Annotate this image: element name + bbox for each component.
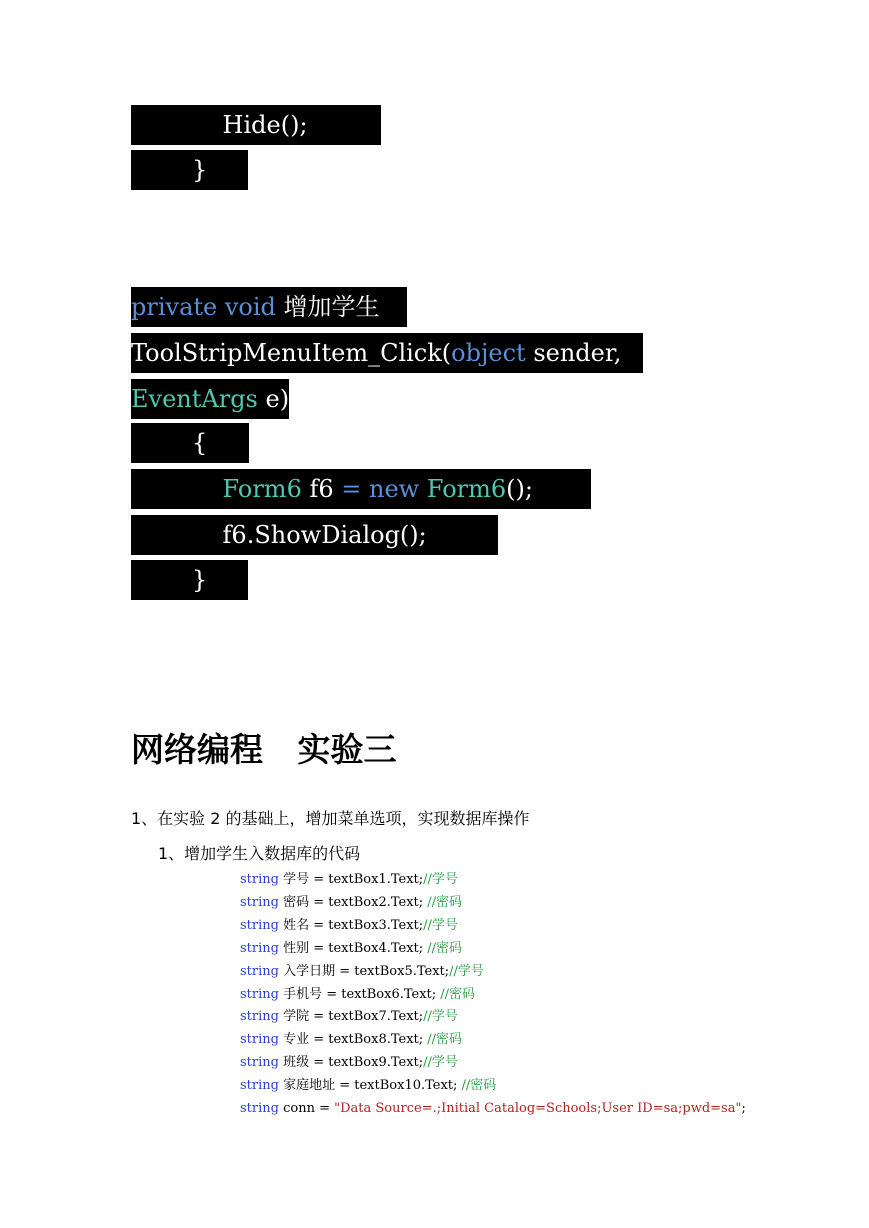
code-token: string [240,963,279,979]
code-token: //密码 [427,894,463,910]
dark-code-line [131,515,498,555]
code-token: { [131,429,208,457]
code-token: private void [131,293,276,321]
code-token: //学号 [423,1055,458,1071]
code-token: Form6 [222,475,302,503]
code-line [240,1098,746,1120]
code-token: string [240,1101,279,1116]
code-token: object [451,339,526,367]
code-token [131,475,223,503]
code-token: Hide(); [131,111,308,139]
code-token: EventArgs [131,385,258,413]
code-token: Form6 [426,475,507,503]
code-token: //密码 [440,986,476,1002]
code-line [240,984,475,1006]
code-token: string [240,917,279,933]
code-token: 专业 = textBox8.Text; [278,1032,428,1048]
code-line [240,892,462,914]
code-token: string [240,1032,279,1048]
code-token [361,475,369,503]
code-token: 手机号 = textBox6.Text; [278,986,441,1002]
code-token: //学号 [449,963,484,979]
page-heading: 网络编程 实验三 [131,730,397,769]
code-line [240,961,484,983]
paragraph-subtask: 1、增加学生入数据库的代码 [158,844,361,863]
dark-code-line [131,287,407,327]
code-token: f6.ShowDialog(); [131,521,427,549]
dark-code-line [131,150,248,190]
code-token: //学号 [423,1009,458,1025]
code-token: //学号 [423,917,458,933]
code-token: ToolStripMenuItem_Click( [131,339,452,367]
code-token: 家庭地址 = textBox10.Text; [278,1078,462,1094]
code-line [240,869,458,891]
dark-code-line [131,379,289,419]
code-token: (); [506,475,533,503]
code-token: e) [257,385,289,413]
code-token: //密码 [427,1032,463,1048]
code-token: 性别 = textBox4.Text; [278,940,428,956]
dark-code-line [131,105,381,145]
code-token: conn = [278,1101,335,1116]
dark-code-line [131,560,248,600]
code-token: //密码 [461,1078,497,1094]
code-line [240,938,462,960]
code-token: f6 [301,475,342,503]
code-token: //学号 [423,872,458,887]
code-token: 密码 = textBox2.Text; [278,894,428,910]
code-token: } [131,566,208,594]
dark-code-line [131,469,591,509]
code-token: sender, [525,339,622,367]
paragraph-task: 1、在实验 2 的基础上，增加菜单选项，实现数据库操作 [131,809,530,828]
code-line [240,915,458,937]
code-line [240,1075,496,1097]
code-token: 姓名 = textBox3.Text; [278,917,424,933]
code-token: 学号 = textBox1.Text; [278,872,424,887]
code-token: string [240,940,279,956]
code-line [240,1052,458,1074]
code-token: 班级 = textBox9.Text; [278,1055,424,1071]
dark-code-line [131,423,249,463]
code-token: "Data Source=.;Initial Catalog=Schools;User ID=sa;pwd=sa" [334,1101,742,1116]
code-token: 增加学生 [275,293,380,321]
code-token: string [240,872,279,887]
code-token: //密码 [427,940,463,956]
code-token: string [240,986,279,1002]
code-token: string [240,1009,279,1025]
dark-code-line [131,333,643,373]
code-line [240,1006,458,1028]
code-token [419,475,427,503]
code-token: string [240,894,279,910]
code-token: = [341,475,362,503]
code-token: } [131,156,208,184]
code-line [240,1029,462,1051]
code-token: 学院 = textBox7.Text; [278,1009,424,1025]
code-token: new [369,475,420,503]
code-token: string [240,1055,279,1071]
code-token: 入学日期 = textBox5.Text; [278,963,450,979]
code-token: ; [741,1101,746,1116]
code-token: string [240,1078,279,1094]
